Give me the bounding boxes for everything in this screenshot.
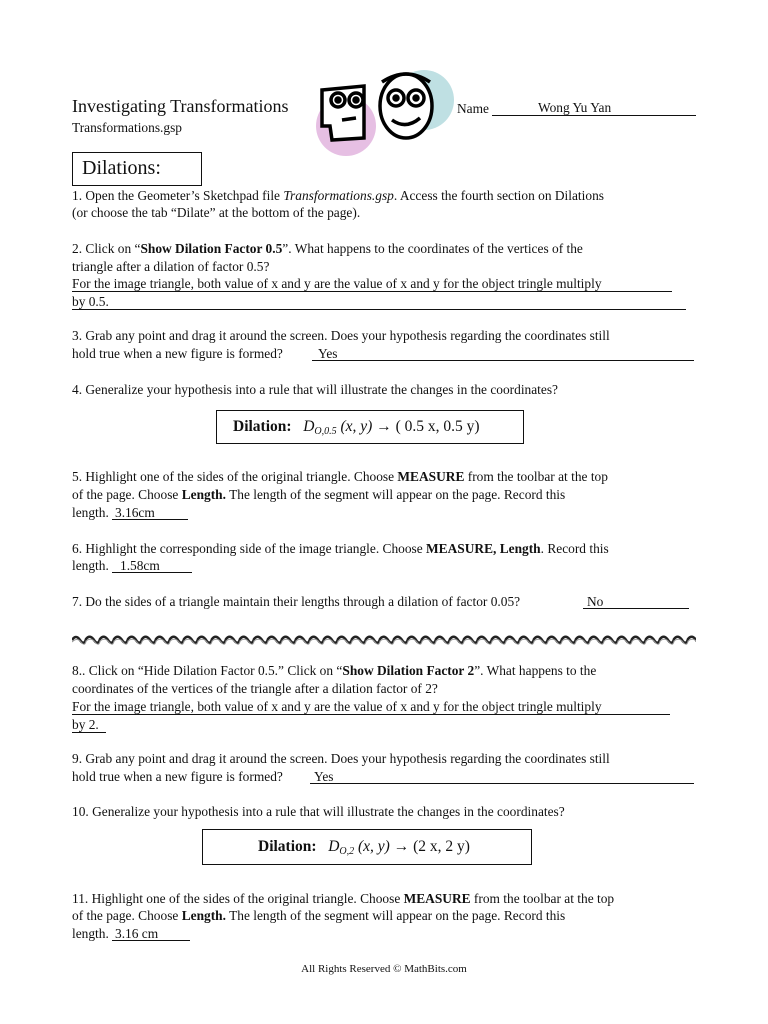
question-4: 4. Generalize your hypothesis into a rule that will illustrate the changes in the coordinates? — [72, 382, 559, 397]
question-11-line3: length. — [72, 926, 109, 941]
question-11-line2: of the page. Choose Length. The length of the segment will appear on the page. Record this — [72, 908, 566, 923]
question-8-line2: coordinates of the vertices of the triangle after a dilation factor of 2? — [72, 681, 438, 696]
answer-6[interactable]: 1.58cm — [112, 556, 192, 573]
round-face-icon — [380, 74, 432, 138]
answer-3[interactable]: Yes — [312, 344, 694, 361]
question-9-line2: hold true when a new figure is formed? — [72, 769, 283, 784]
question-3: 3. Grab any point and drag it around the screen. Does your hypothesis regarding the coordinates still — [72, 328, 610, 343]
dilation-rule-2: Dilation: DO,2 (x, y) → (2 x, 2 y) — [202, 829, 532, 865]
answer-8-line1[interactable]: For the image triangle, both value of x and y are the value of x and y for the object tringle multiply — [72, 698, 670, 715]
answer-9[interactable]: Yes — [310, 767, 694, 784]
question-6-line2: length. — [72, 558, 109, 573]
question-3-line2: hold true when a new figure is formed? — [72, 346, 283, 361]
question-6: 6. Highlight the corresponding side of the image triangle. Choose MEASURE, Length. Record this — [72, 541, 609, 556]
section-title-box — [72, 152, 202, 186]
question-5: 5. Highlight one of the sides of the original triangle. Choose MEASURE from the toolbar at the top — [72, 469, 608, 484]
footer-copyright: All Rights Reserved © MathBits.com — [301, 963, 467, 975]
answer-5[interactable]: 3.16cm — [112, 503, 188, 520]
dilation-rule-1: Dilation: DO,0.5 (x, y) → ( 0.5 x, 0.5 y) — [216, 410, 524, 444]
question-9: 9. Grab any point and drag it around the screen. Does your hypothesis regarding the coordinates still — [72, 751, 610, 766]
name-value: Wong Yu Yan — [538, 100, 612, 115]
section-title: Dilations: — [82, 157, 161, 179]
worksheet-title: Investigating Transformations — [72, 96, 289, 116]
answer-8-line2[interactable]: by 2. — [72, 716, 106, 733]
question-1-line2: (or choose the tab “Dilate” at the bottom of the page). — [72, 205, 361, 220]
question-5-line3: length. — [72, 505, 109, 520]
name-field[interactable] — [492, 99, 696, 116]
question-2-line2: triangle after a dilation of factor 0.5? — [72, 259, 270, 274]
cartoon-faces-logo — [312, 68, 457, 158]
name-label: Name — [457, 101, 489, 116]
question-2: 2. Click on “Show Dilation Factor 0.5”. What happens to the coordinates of the vertices of the — [72, 241, 583, 256]
question-8: 8.. Click on “Hide Dilation Factor 0.5.” Click on “Show Dilation Factor 2”. What happens to the — [72, 663, 597, 678]
wavy-divider — [72, 632, 696, 646]
answer-2-line1[interactable]: For the image triangle, both value of x and y are the value of x and y for the object tringle multiply — [72, 275, 672, 292]
file-name: Transformations.gsp — [72, 120, 182, 135]
answer-7[interactable]: No — [583, 592, 689, 609]
answer-2-line2[interactable]: by 0.5. — [72, 293, 686, 310]
question-1: 1. Open the Geometer’s Sketchpad file Transformations.gsp. Access the fourth section on Dilations — [72, 188, 604, 203]
question-7: 7. Do the sides of a triangle maintain their lengths through a dilation of factor 0.05? — [72, 594, 521, 609]
question-11: 11. Highlight one of the sides of the original triangle. Choose MEASURE from the toolbar at the top — [72, 891, 615, 906]
question-5-line2: of the page. Choose Length. The length of the segment will appear on the page. Record this — [72, 487, 566, 502]
answer-11[interactable]: 3.16 cm — [112, 924, 190, 941]
question-10: 10. Generalize your hypothesis into a rule that will illustrate the changes in the coordinates? — [72, 804, 565, 819]
